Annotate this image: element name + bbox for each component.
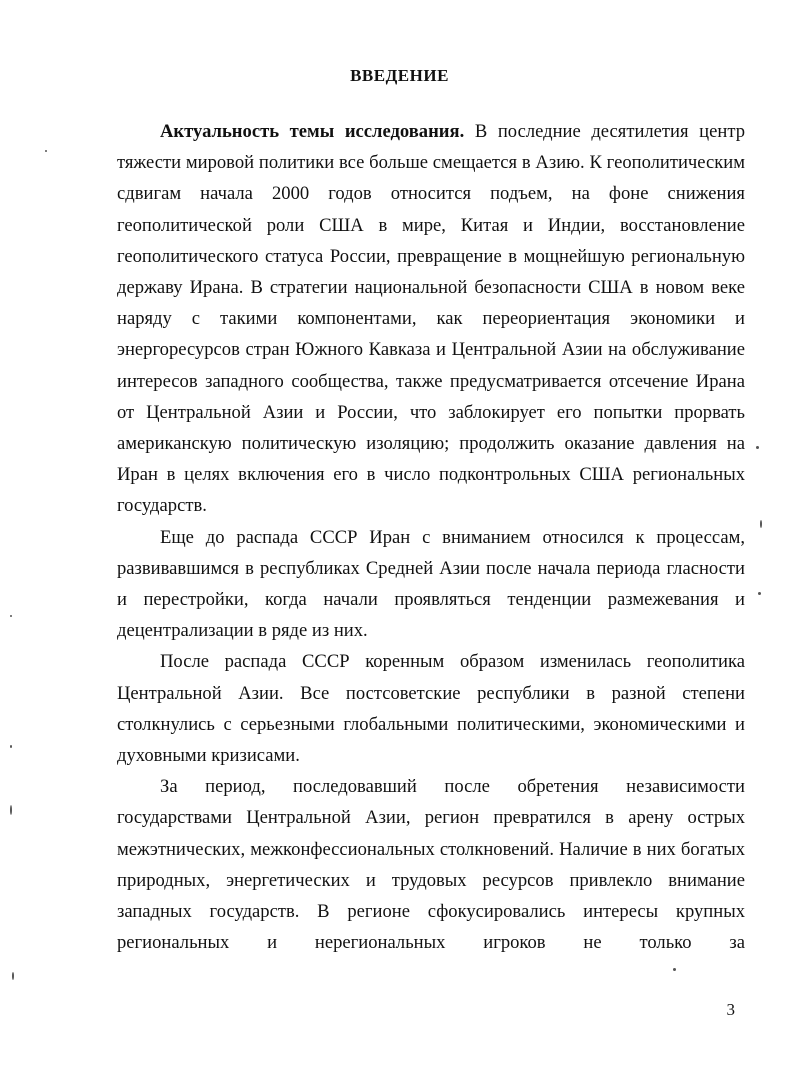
scan-speck	[10, 615, 12, 617]
scan-speck	[12, 972, 14, 980]
paragraph-text: После распада СССР коренным образом изменилась геополитика Центральной Азии. Все постсоветские республики в разной степени столкнулись с серьезными глобальными политическими, экономическими и духовными кризисами.	[117, 651, 745, 767]
paragraph-text: За период, последовавший после обретения независимости государствами Центральной Азии, регион превратился в арену острых межэтнических, межконфессиональных столкновений. Наличие в них богатых природных, энергетических и трудовых ресурсов привлекло внимание западных государств. В регионе сфокусировались интересы крупных региональных и нерегиональных игроков не только за	[117, 776, 745, 954]
scan-speck	[673, 968, 676, 971]
page-number: 3	[726, 1000, 735, 1019]
paragraph-text: Еще до распада СССР Иран с вниманием относился к процессам, развивавшимся в республиках Средней Азии после начала периода гласности и перестройки, когда начали проявляться тенденции размежевания и децентрализации в ряде из них.	[117, 526, 745, 642]
scan-speck	[760, 520, 762, 528]
scan-speck	[10, 805, 12, 815]
paragraph-lead: Актуальность темы исследования.	[160, 121, 465, 142]
paragraph-relevance	[117, 116, 745, 522]
section-title: ВВЕДЕНИЕ	[350, 66, 449, 85]
scan-speck	[45, 150, 47, 152]
paragraph-geopolitics	[117, 646, 745, 771]
paragraph-text: В последние десятилетия центр тяжести мировой политики все больше смещается в Азию. К геополитическим сдвигам начала 2000 годов относится подъем, на фоне снижения геополитической роли США в мире, Китая и Индии, восстановление геополитического статуса России, превращение в мощнейшую региональную державу Ирана. В стратегии национальной безопасности США в новом веке наряду с такими компонентами, как переориентация экономики и энергоресурсов стран Южного Кавказа и Центральной Азии на обслуживание интересов западного сообщества, также предусматривается отсечение Ирана от Центральной Азии и России, что заблокирует его попытки прорвать американскую политическую изоляцию; продолжить оказание давления на Иран в целях включения его в число подконтрольных США региональных государств.	[117, 121, 745, 517]
body-text	[117, 116, 745, 958]
scan-speck	[756, 446, 759, 449]
paragraph-ussr-collapse	[117, 522, 745, 647]
scan-speck	[758, 592, 761, 595]
scan-speck	[10, 745, 12, 748]
paragraph-independence	[117, 771, 745, 958]
